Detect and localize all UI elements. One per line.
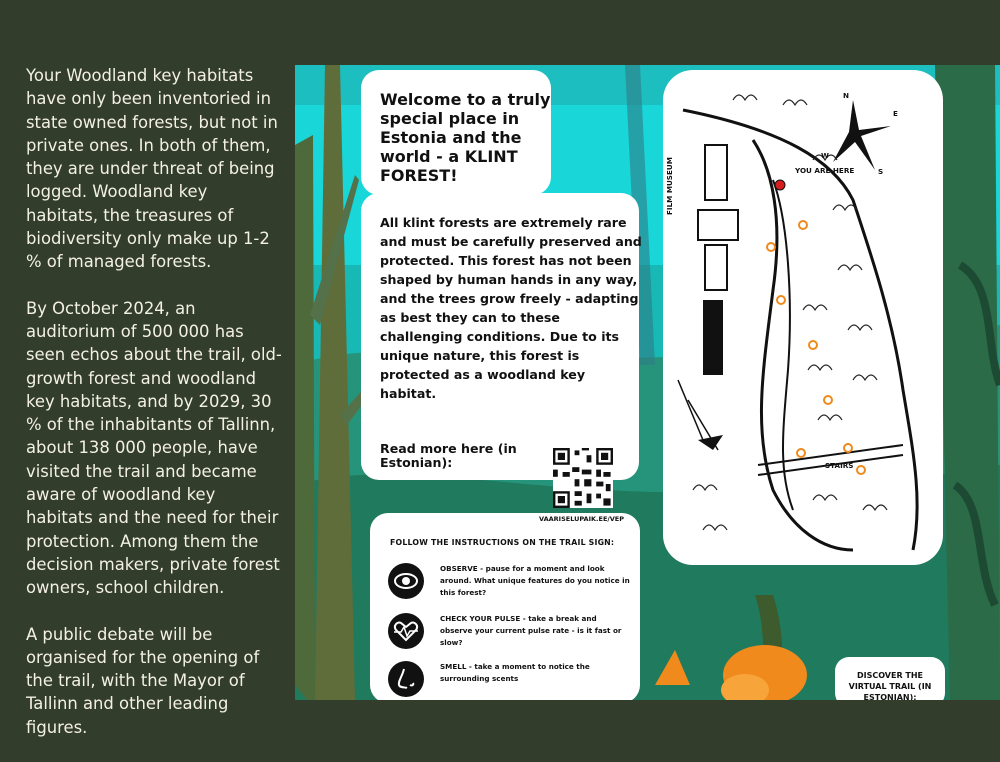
instruction-observe bbox=[388, 563, 638, 603]
compass-e: E bbox=[893, 109, 898, 118]
compass-s: S bbox=[878, 167, 884, 176]
nose-icon bbox=[388, 661, 424, 697]
discover-virtual-trail: DISCOVER THE VIRTUAL TRAIL (IN ESTONIAN): bbox=[848, 671, 932, 700]
instruction-text: CHECK YOUR PULSE - take a break and observe your current pulse rate - is it fast or slow? bbox=[440, 614, 622, 647]
read-more-text: Read more here (in Estonian): bbox=[380, 441, 517, 470]
qr-code[interactable] bbox=[553, 448, 613, 508]
instruction-pulse bbox=[388, 613, 638, 653]
article-paragraph-3: A public debate will be organised for the opening of the trail, with the Mayor of Tallinn and other leading figures. bbox=[26, 624, 260, 737]
instruction-text: OBSERVE - pause for a moment and look around. What unique features do you notice in this forest? bbox=[440, 564, 630, 597]
eye-icon bbox=[388, 563, 424, 599]
trail-map bbox=[663, 70, 943, 565]
you-are-here-label: YOU ARE HERE bbox=[795, 166, 855, 175]
article-paragraph-1: Your Woodland key habitats have only been inventoried in state owned forests, but not in private ones. In both of them, they are under threat of being logged. Woodland key habitats, the treasures of biodiversity only make up 1-2 % of managed forests. bbox=[26, 66, 278, 272]
trail-sign-poster bbox=[295, 65, 1000, 700]
article-paragraph-2: By October 2024, an auditorium of 500 000 has seen echos about the trail, old-growth forest and woodland key habitats, and by 2029, 30 % of the inhabitants of Tallinn, about 138 000 people, have visited the trail and became aware of woodland key habitats and the need for their protection. Among them the decision makers, private forest owners, school children. bbox=[26, 298, 282, 598]
qr-url: VAARISELUPAIK.EE/VEP bbox=[539, 515, 624, 523]
instruction-smell bbox=[388, 661, 638, 700]
compass-w: W bbox=[821, 151, 829, 160]
instructions-title: FOLLOW THE INSTRUCTIONS ON THE TRAIL SIGN: bbox=[390, 538, 615, 547]
instruction-text: SMELL - take a moment to notice the surrounding scents bbox=[440, 662, 590, 683]
info-text: All klint forests are extremely rare and must be carefully preserved and protected. This forest has not been shaped by human hands in any way, and the trees grow freely - adapting as best they can to these challenging conditions. Due to its unique nature, this forest is protected as a woodland key habitat. bbox=[380, 215, 642, 401]
article-text bbox=[26, 64, 284, 762]
film-museum-label: FILM MUSEUM bbox=[665, 157, 674, 215]
heart-pulse-icon bbox=[388, 613, 424, 649]
welcome-heading: Welcome to a truly special place in Estonia and the world - a KLINT FOREST! bbox=[380, 90, 551, 185]
compass-n: N bbox=[843, 91, 850, 100]
stairs-label: STAIRS bbox=[825, 461, 854, 470]
